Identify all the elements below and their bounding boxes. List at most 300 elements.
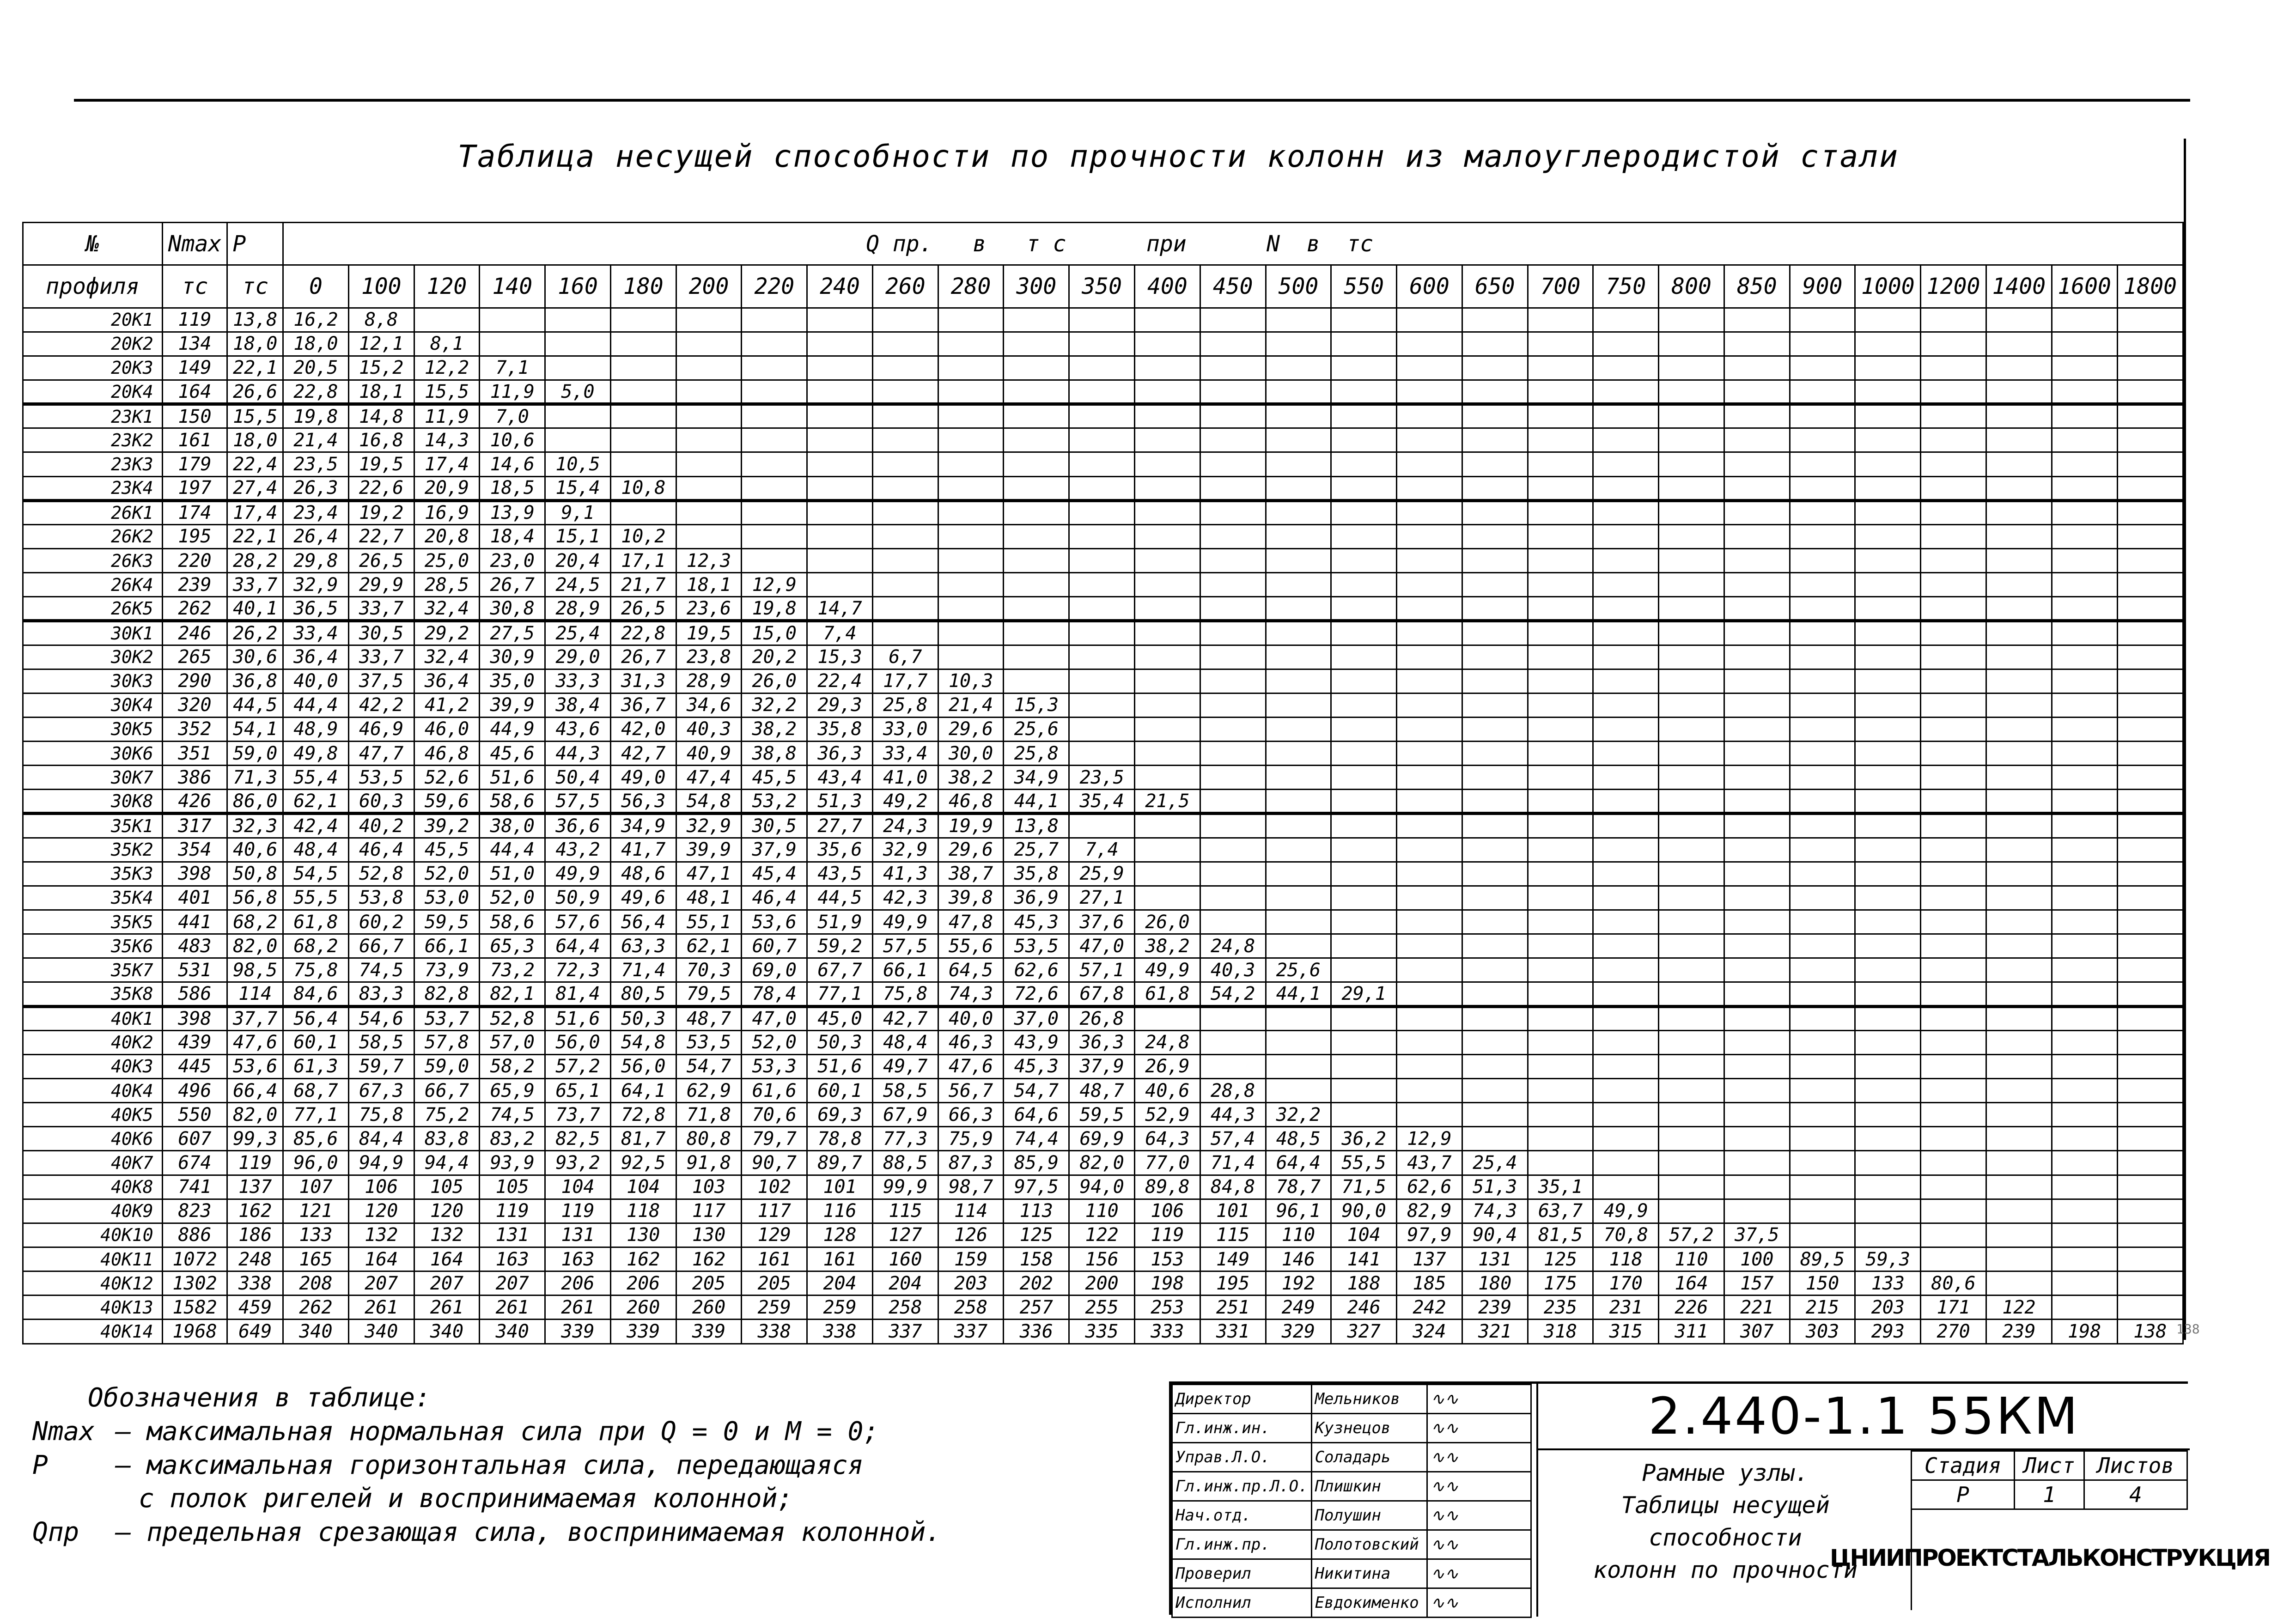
q-cell: 13,8 [1004, 814, 1069, 838]
p-cell: 26,6 [227, 380, 283, 404]
empty-cell [1855, 452, 1921, 476]
q-cell: 58,6 [480, 790, 545, 814]
q-cell: 57,5 [545, 790, 611, 814]
q-cell: 53,5 [348, 766, 414, 790]
empty-cell [1921, 862, 1986, 886]
empty-cell [1986, 742, 2052, 766]
empty-cell [1135, 693, 1200, 717]
empty-cell [1397, 404, 1462, 428]
signature-icon: ∿∿ [1427, 1501, 1531, 1530]
header-n-value: 350 [1069, 265, 1135, 308]
empty-cell [1921, 1127, 1986, 1151]
empty-cell [1790, 814, 1855, 838]
table-row [23, 1247, 2183, 1271]
empty-cell [1855, 814, 1921, 838]
empty-cell [1724, 669, 1790, 693]
empty-cell [938, 573, 1004, 597]
header-nmax: Nmax [162, 223, 227, 265]
table-row [23, 645, 2183, 669]
empty-cell [1986, 693, 2052, 717]
empty-cell [2117, 910, 2183, 934]
empty-cell [1790, 1054, 1855, 1078]
empty-cell [1659, 1030, 1724, 1054]
empty-cell [1462, 934, 1528, 958]
p-cell: 114 [227, 982, 283, 1006]
q-cell: 23,4 [283, 500, 349, 524]
q-cell: 12,1 [348, 332, 414, 356]
empty-cell [2117, 1127, 2183, 1151]
q-cell: 82,0 [1069, 1151, 1135, 1175]
empty-cell [2117, 1054, 2183, 1078]
empty-cell [1200, 1030, 1266, 1054]
q-cell: 30,8 [480, 597, 545, 621]
empty-cell [1331, 1054, 1397, 1078]
empty-cell [938, 621, 1004, 645]
empty-cell [938, 356, 1004, 380]
empty-cell [1397, 645, 1462, 669]
empty-cell [1462, 1079, 1528, 1103]
nmax-cell: 1582 [162, 1296, 227, 1320]
q-cell: 215 [1790, 1296, 1855, 1320]
nmax-cell: 398 [162, 862, 227, 886]
q-cell: 37,9 [742, 838, 807, 862]
q-cell: 44,3 [545, 742, 611, 766]
nmax-cell: 317 [162, 814, 227, 838]
p-cell: 36,8 [227, 669, 283, 693]
header-n-value: 800 [1659, 265, 1724, 308]
empty-cell [1921, 1103, 1986, 1127]
q-cell: 60,3 [348, 790, 414, 814]
nmax-cell: 174 [162, 500, 227, 524]
q-cell: 89,8 [1135, 1175, 1200, 1199]
q-cell: 62,9 [676, 1079, 742, 1103]
q-cell: 246 [1331, 1296, 1397, 1320]
empty-cell [1659, 790, 1724, 814]
empty-cell [872, 452, 938, 476]
q-cell: 27,5 [480, 621, 545, 645]
stage-label: Стадия [1912, 1451, 2015, 1480]
q-cell: 36,3 [807, 742, 873, 766]
q-cell: 48,4 [283, 838, 349, 862]
nmax-cell: 134 [162, 332, 227, 356]
q-cell: 138 [2117, 1320, 2183, 1344]
q-cell: 57,1 [1069, 958, 1135, 982]
q-cell: 7,4 [1069, 838, 1135, 862]
q-cell: 83,2 [480, 1127, 545, 1151]
empty-cell [2052, 693, 2117, 717]
q-cell: 53,5 [676, 1030, 742, 1054]
q-cell: 208 [283, 1271, 349, 1296]
p-cell: 59,0 [227, 742, 283, 766]
q-cell: 42,2 [348, 693, 414, 717]
empty-cell [1855, 380, 1921, 404]
empty-cell [742, 428, 807, 452]
empty-cell [2117, 669, 2183, 693]
table-row [23, 404, 2183, 428]
table-row [23, 1054, 2183, 1078]
q-cell: 16,9 [414, 500, 480, 524]
q-cell: 8,8 [348, 308, 414, 332]
header-n-value: 220 [742, 265, 807, 308]
empty-cell [1659, 1175, 1724, 1199]
nmax-cell: 386 [162, 766, 227, 790]
q-cell: 106 [1135, 1199, 1200, 1223]
q-cell: 50,9 [545, 886, 611, 910]
empty-cell [1135, 597, 1200, 621]
empty-cell [1724, 500, 1790, 524]
q-cell: 53,8 [348, 886, 414, 910]
q-cell: 54,6 [348, 1006, 414, 1030]
empty-cell [1135, 332, 1200, 356]
q-cell: 36,3 [1069, 1030, 1135, 1054]
p-cell: 13,8 [227, 308, 283, 332]
empty-cell [1659, 548, 1724, 572]
q-cell: 33,3 [545, 669, 611, 693]
q-cell: 81,5 [1528, 1223, 1593, 1247]
q-cell: 32,9 [283, 573, 349, 597]
empty-cell [1069, 428, 1135, 452]
p-cell: 649 [227, 1320, 283, 1344]
empty-cell [1986, 886, 2052, 910]
q-cell: 239 [1462, 1296, 1528, 1320]
empty-cell [872, 500, 938, 524]
q-cell: 81,4 [545, 982, 611, 1006]
header-p-unit: тс [227, 265, 283, 308]
nmax-cell: 179 [162, 452, 227, 476]
empty-cell [2052, 452, 2117, 476]
empty-cell [1462, 1127, 1528, 1151]
nmax-cell: 439 [162, 1030, 227, 1054]
q-cell: 46,0 [414, 717, 480, 741]
profile-cell: 40К4 [23, 1079, 163, 1103]
empty-cell [2117, 452, 2183, 476]
staff-name: Евдокименко [1311, 1588, 1427, 1618]
empty-cell [1659, 645, 1724, 669]
q-cell: 55,5 [1331, 1151, 1397, 1175]
header-profile: профиля [23, 265, 163, 308]
q-cell: 49,9 [872, 910, 938, 934]
profile-cell: 35К1 [23, 814, 163, 838]
profile-cell: 30К8 [23, 790, 163, 814]
q-cell: 61,3 [283, 1054, 349, 1078]
empty-cell [1397, 982, 1462, 1006]
nmax-cell: 823 [162, 1199, 227, 1223]
empty-cell [1069, 645, 1135, 669]
q-cell: 96,1 [1266, 1199, 1331, 1223]
q-cell: 339 [545, 1320, 611, 1344]
signature-icon: ∿∿ [1427, 1472, 1531, 1501]
empty-cell [2117, 524, 2183, 548]
empty-cell [1331, 621, 1397, 645]
profile-cell: 20К1 [23, 308, 163, 332]
empty-cell [1397, 476, 1462, 500]
q-cell: 71,5 [1331, 1175, 1397, 1199]
empty-cell [1331, 742, 1397, 766]
empty-cell [1528, 332, 1593, 356]
profile-cell: 20К2 [23, 332, 163, 356]
q-cell: 43,7 [1397, 1151, 1462, 1175]
empty-cell [1004, 428, 1069, 452]
empty-cell [1855, 1199, 1921, 1223]
signature-icon: ∿∿ [1427, 1559, 1531, 1588]
q-cell: 45,5 [742, 766, 807, 790]
empty-cell [1724, 356, 1790, 380]
q-cell: 48,1 [676, 886, 742, 910]
empty-cell [1790, 476, 1855, 500]
q-cell: 43,4 [807, 766, 873, 790]
empty-cell [2117, 1271, 2183, 1296]
q-cell: 102 [742, 1175, 807, 1199]
empty-cell [1135, 428, 1200, 452]
profile-cell: 26К3 [23, 548, 163, 572]
empty-cell [480, 332, 545, 356]
q-cell: 63,7 [1528, 1199, 1593, 1223]
empty-cell [1659, 1054, 1724, 1078]
q-cell: 29,6 [938, 717, 1004, 741]
empty-cell [1921, 597, 1986, 621]
signature-icon: ∿∿ [1427, 1385, 1531, 1414]
header-n-value: 240 [807, 265, 873, 308]
empty-cell [610, 380, 676, 404]
q-cell: 34,9 [610, 814, 676, 838]
q-cell: 132 [348, 1223, 414, 1247]
empty-cell [2052, 1199, 2117, 1223]
q-cell: 339 [610, 1320, 676, 1344]
q-cell: 11,9 [480, 380, 545, 404]
empty-cell [1593, 597, 1659, 621]
p-cell: 162 [227, 1199, 283, 1223]
empty-cell [2117, 548, 2183, 572]
q-cell: 73,9 [414, 958, 480, 982]
empty-cell [2052, 404, 2117, 428]
q-cell: 49,9 [545, 862, 611, 886]
p-cell: 32,3 [227, 814, 283, 838]
empty-cell [1462, 862, 1528, 886]
q-cell: 15,1 [545, 524, 611, 548]
empty-cell [1462, 573, 1528, 597]
empty-cell [1986, 428, 2052, 452]
q-cell: 47,8 [938, 910, 1004, 934]
empty-cell [2117, 1199, 2183, 1223]
empty-cell [2052, 476, 2117, 500]
profile-cell: 40К7 [23, 1151, 163, 1175]
empty-cell [1986, 621, 2052, 645]
q-cell: 97,9 [1397, 1223, 1462, 1247]
q-cell: 62,6 [1004, 958, 1069, 982]
empty-cell [1921, 356, 1986, 380]
q-cell: 170 [1593, 1271, 1659, 1296]
empty-cell [1659, 597, 1724, 621]
empty-cell [1528, 766, 1593, 790]
q-cell: 226 [1659, 1296, 1724, 1320]
staff-table [1171, 1384, 1532, 1618]
staff-row [1172, 1501, 1531, 1530]
empty-cell [1200, 693, 1266, 717]
q-cell: 51,0 [480, 862, 545, 886]
empty-cell [676, 500, 742, 524]
empty-cell [1331, 693, 1397, 717]
q-cell: 20,2 [742, 645, 807, 669]
empty-cell [1724, 838, 1790, 862]
empty-cell [1528, 790, 1593, 814]
q-cell: 340 [414, 1320, 480, 1344]
table-row [23, 1030, 2183, 1054]
nmax-cell: 320 [162, 693, 227, 717]
empty-cell [1986, 814, 2052, 838]
q-cell: 53,7 [414, 1006, 480, 1030]
empty-cell [1462, 1054, 1528, 1078]
empty-cell [1528, 380, 1593, 404]
q-cell: 19,8 [283, 404, 349, 428]
q-cell: 101 [1200, 1199, 1266, 1223]
empty-cell [1593, 838, 1659, 862]
q-cell: 25,4 [545, 621, 611, 645]
empty-cell [1397, 1030, 1462, 1054]
q-cell: 18,4 [480, 524, 545, 548]
empty-cell [1921, 428, 1986, 452]
q-cell: 49,6 [610, 886, 676, 910]
q-cell: 45,5 [414, 838, 480, 862]
q-cell: 59,5 [414, 910, 480, 934]
empty-cell [1855, 476, 1921, 500]
profile-cell: 40К11 [23, 1247, 163, 1271]
header-n-value: 1400 [1986, 265, 2052, 308]
nmax-cell: 550 [162, 1103, 227, 1127]
q-cell: 12,2 [414, 356, 480, 380]
q-cell: 24,8 [1200, 934, 1266, 958]
empty-cell [1200, 790, 1266, 814]
q-cell: 249 [1266, 1296, 1331, 1320]
q-cell: 84,6 [283, 982, 349, 1006]
empty-cell [1462, 669, 1528, 693]
empty-cell [1462, 621, 1528, 645]
q-cell: 54,8 [676, 790, 742, 814]
empty-cell [1331, 934, 1397, 958]
q-cell: 261 [480, 1296, 545, 1320]
q-cell: 33,4 [283, 621, 349, 645]
empty-cell [1986, 1054, 2052, 1078]
q-cell: 54,7 [676, 1054, 742, 1078]
q-cell: 21,4 [283, 428, 349, 452]
empty-cell [1135, 356, 1200, 380]
q-cell: 131 [480, 1223, 545, 1247]
q-cell: 93,9 [480, 1151, 545, 1175]
profile-cell: 40К3 [23, 1054, 163, 1078]
empty-cell [1724, 1127, 1790, 1151]
empty-cell [1921, 669, 1986, 693]
empty-cell [872, 428, 938, 452]
empty-cell [1855, 524, 1921, 548]
q-cell: 78,7 [1266, 1175, 1331, 1199]
empty-cell [1331, 790, 1397, 814]
empty-cell [1659, 669, 1724, 693]
q-cell: 40,2 [348, 814, 414, 838]
empty-cell [1004, 621, 1069, 645]
q-cell: 192 [1266, 1271, 1331, 1296]
empty-cell [1200, 766, 1266, 790]
q-cell: 49,9 [1593, 1199, 1659, 1223]
staff-row [1172, 1385, 1531, 1414]
empty-cell [1659, 1079, 1724, 1103]
empty-cell [1593, 452, 1659, 476]
empty-cell [1921, 693, 1986, 717]
q-cell: 119 [480, 1199, 545, 1223]
empty-cell [1790, 597, 1855, 621]
empty-cell [2052, 645, 2117, 669]
q-cell: 77,0 [1135, 1151, 1200, 1175]
empty-cell [1986, 380, 2052, 404]
q-cell: 90,7 [742, 1151, 807, 1175]
table-row [23, 524, 2183, 548]
empty-cell [1397, 766, 1462, 790]
empty-cell [1921, 1199, 1986, 1223]
empty-cell [1855, 862, 1921, 886]
empty-cell [1855, 1151, 1921, 1175]
empty-cell [1855, 597, 1921, 621]
empty-cell [872, 597, 938, 621]
q-cell: 115 [872, 1199, 938, 1223]
q-cell: 53,5 [1004, 934, 1069, 958]
q-cell: 258 [938, 1296, 1004, 1320]
empty-cell [1266, 356, 1331, 380]
empty-cell [1921, 1175, 1986, 1199]
sheets-label: Листов [2084, 1451, 2187, 1480]
q-cell: 15,4 [545, 476, 611, 500]
q-cell: 162 [676, 1247, 742, 1271]
q-cell: 65,1 [545, 1079, 611, 1103]
empty-cell [2117, 1151, 2183, 1175]
empty-cell [1331, 1030, 1397, 1054]
empty-cell [1331, 356, 1397, 380]
header-row-1 [23, 223, 2183, 265]
empty-cell [2052, 1127, 2117, 1151]
empty-cell [2117, 356, 2183, 380]
staff-role: Проверил [1172, 1559, 1312, 1588]
q-cell: 61,6 [742, 1079, 807, 1103]
table-row [23, 717, 2183, 741]
empty-cell [1790, 862, 1855, 886]
q-cell: 43,5 [807, 862, 873, 886]
q-cell: 38,8 [742, 742, 807, 766]
empty-cell [1593, 308, 1659, 332]
empty-cell [1986, 790, 2052, 814]
empty-cell [2117, 1247, 2183, 1271]
q-cell: 51,3 [807, 790, 873, 814]
header-row-2 [23, 265, 2183, 308]
empty-cell [2052, 742, 2117, 766]
empty-cell [1659, 428, 1724, 452]
q-cell: 60,1 [283, 1030, 349, 1054]
q-cell: 153 [1135, 1247, 1200, 1271]
table-row [23, 958, 2183, 982]
q-cell: 7,1 [480, 356, 545, 380]
q-cell: 33,4 [872, 742, 938, 766]
q-cell: 60,2 [348, 910, 414, 934]
empty-cell [1397, 862, 1462, 886]
empty-cell [1331, 428, 1397, 452]
empty-cell [1462, 500, 1528, 524]
empty-cell [2052, 1271, 2117, 1296]
p-cell: 40,1 [227, 597, 283, 621]
q-cell: 59,7 [348, 1054, 414, 1078]
empty-cell [807, 356, 873, 380]
empty-cell [1593, 380, 1659, 404]
empty-cell [1724, 862, 1790, 886]
q-cell: 205 [676, 1271, 742, 1296]
empty-cell [1593, 645, 1659, 669]
empty-cell [2117, 332, 2183, 356]
empty-cell [1266, 308, 1331, 332]
